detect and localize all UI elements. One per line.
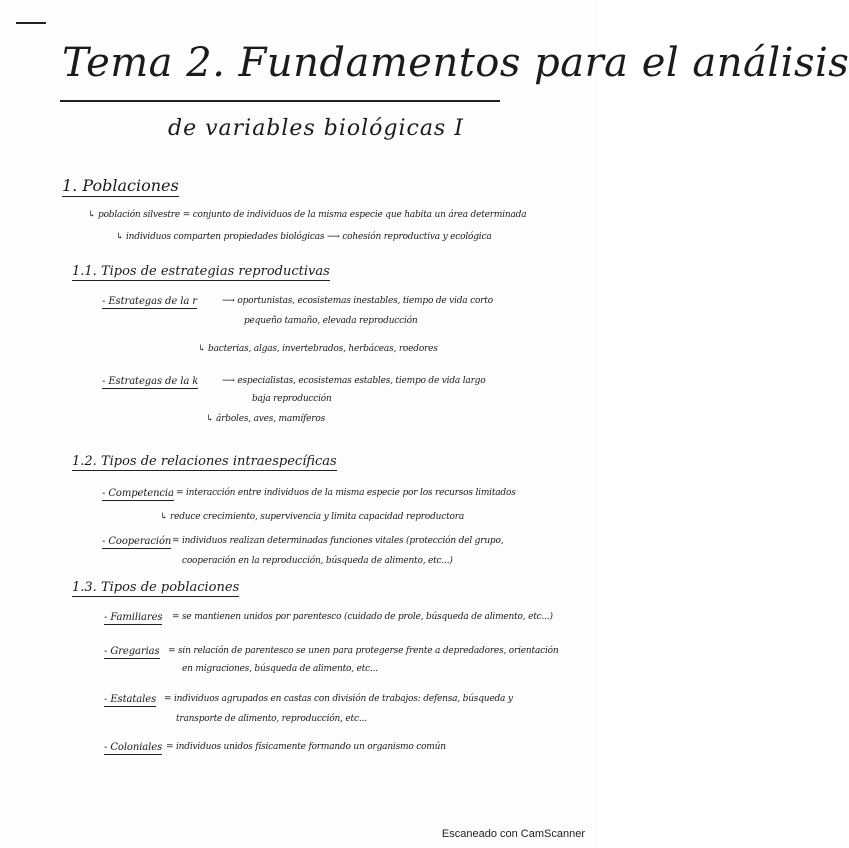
page-title-line1: Tema 2. Fundamentos para el análisis bbox=[62, 40, 849, 86]
section-1-heading: 1. Poblaciones bbox=[62, 176, 179, 195]
r-strategist-label: - Estrategas de la r bbox=[102, 296, 197, 307]
state-line-2: transporte de alimento, reproducción, etc... bbox=[176, 714, 367, 724]
title-margin-mark bbox=[16, 22, 46, 24]
gregarious-line-2: en migraciones, búsqueda de alimento, etc... bbox=[182, 664, 378, 674]
r-strategist-line-2: pequeño tamaño, elevada reproducción bbox=[244, 316, 418, 326]
r-strategist-line-1: ⟶ oportunistas, ecosistemas inestables, tiempo de vida corto bbox=[222, 296, 493, 306]
title-underline bbox=[60, 100, 500, 102]
scanner-watermark: Escaneado con CamScanner bbox=[441, 828, 585, 840]
colonial-label: - Coloniales bbox=[104, 742, 163, 753]
cooperation-line-1: = individuos realizan determinadas funciones vitales (protección del grupo, bbox=[172, 536, 504, 546]
gregarious-line-1: = sin relación de parentesco se unen para protegerse frente a depredadores, orientación bbox=[168, 646, 559, 656]
k-strategist-label: - Estrategas de la k bbox=[102, 376, 199, 387]
r-strategist-examples: ↳ bacterias, algas, invertebrados, herbáceas, roedores bbox=[198, 344, 438, 354]
page-title-line2: de variables biológicas I bbox=[168, 116, 464, 141]
section-1-line-1: ↳ población silvestre = conjunto de individuos de la misma especie que habita un área determinada bbox=[88, 210, 527, 220]
state-line-1: = individuos agrupados en castas con división de trabajos: defensa, búsqueda y bbox=[164, 694, 513, 704]
cooperation-label: - Cooperación bbox=[102, 536, 172, 547]
colonial-line-1: = individuos unidos físicamente formando un organismo común bbox=[166, 742, 446, 752]
familial-line-1: = se mantienen unidos por parentesco (cuidado de prole, búsqueda de alimento, etc...) bbox=[172, 612, 553, 622]
k-strategist-line-1: ⟶ especialistas, ecosistemas estables, tiempo de vida largo bbox=[222, 376, 486, 386]
competition-line-2: ↳ reduce crecimiento, supervivencia y limita capacidad reproductora bbox=[160, 512, 464, 522]
k-strategist-line-2: baja reproducción bbox=[252, 394, 332, 404]
section-1-line-2: ↳ individuos comparten propiedades biológicas ⟶ cohesión reproductiva y ecológica bbox=[116, 232, 492, 242]
state-label: - Estatales bbox=[104, 694, 157, 705]
section-1-3-heading: 1.3. Tipos de poblaciones bbox=[72, 580, 240, 595]
section-1-2-heading: 1.2. Tipos de relaciones intraespecíficas bbox=[72, 454, 337, 469]
cooperation-line-2: cooperación en la reproducción, búsqueda de alimento, etc...) bbox=[182, 556, 453, 566]
familial-label: - Familiares bbox=[104, 612, 163, 623]
gregarious-label: - Gregarias bbox=[104, 646, 160, 657]
k-strategist-examples: ↳ árboles, aves, mamíferos bbox=[206, 414, 326, 424]
competition-label: - Competencia bbox=[102, 488, 174, 499]
competition-line-1: = interacción entre individuos de la misma especie por los recursos limitados bbox=[176, 488, 516, 498]
section-1-1-heading: 1.1. Tipos de estrategias reproductivas bbox=[72, 264, 330, 279]
